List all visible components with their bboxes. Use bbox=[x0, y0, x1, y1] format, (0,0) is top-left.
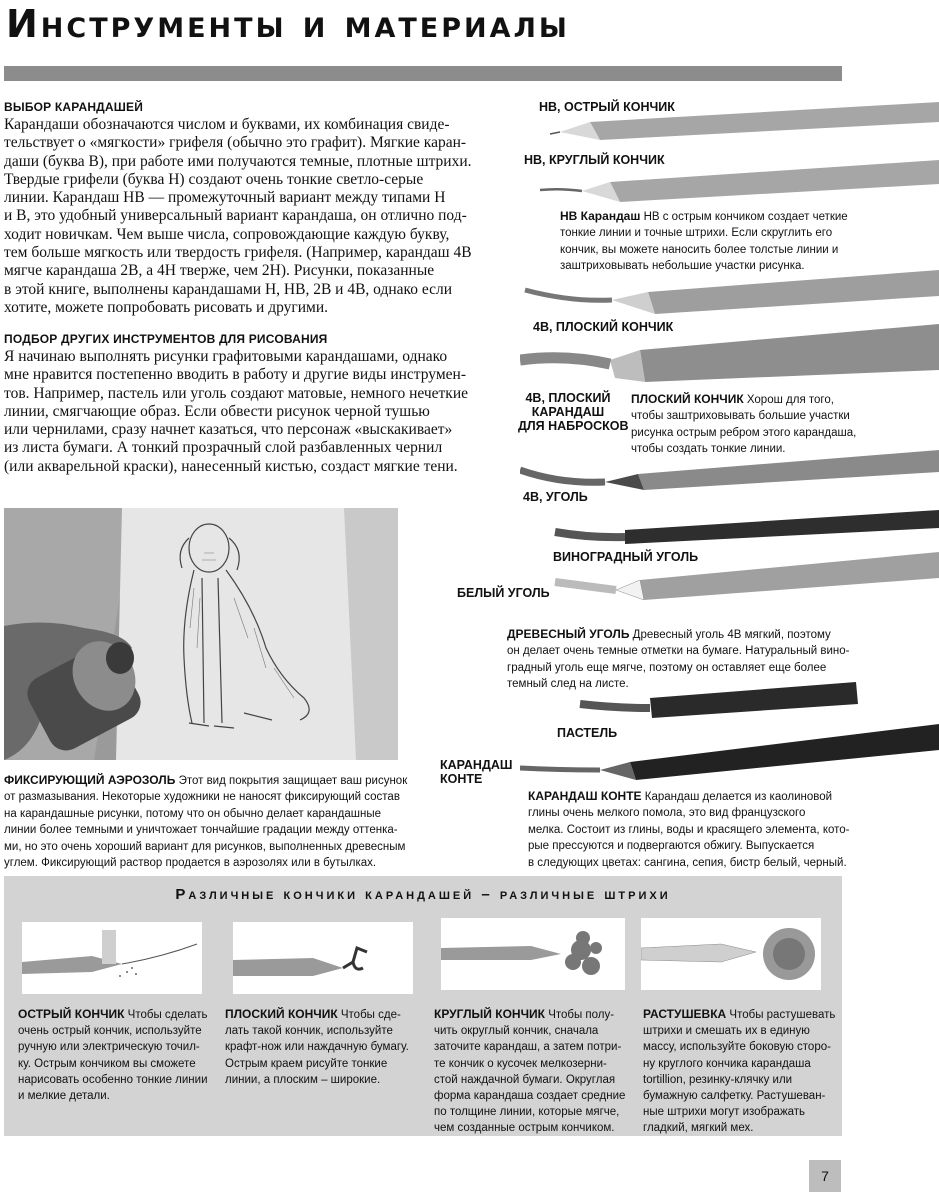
caption-line: на карандашные рисунки, потому что он обычно делает карандашные bbox=[4, 807, 382, 820]
text-line: из листа бумаги. А тонкий прозрачный слой разбавленных чернил bbox=[4, 439, 443, 457]
tip-line: по толщине линии, которые мягче, bbox=[434, 1106, 620, 1119]
tip-line: гладкий, мягкий мех. bbox=[643, 1122, 754, 1135]
tip-line: Чтобы сде- bbox=[340, 1009, 401, 1021]
note-line: в следующих цветах: сангина, сепия, бистр белый, черный. bbox=[528, 856, 847, 869]
tip-line: чем созданные острым кончиком. bbox=[434, 1122, 615, 1135]
note-line: заштриховывать небольшие участки рисунка. bbox=[560, 260, 805, 273]
tip-title: КРУГЛЫЙ КОНЧИК bbox=[434, 1007, 545, 1021]
note-title: ДРЕВЕСНЫЙ УГОЛЬ bbox=[507, 627, 630, 641]
tip-line: штрихи и смешать их в единую bbox=[643, 1025, 810, 1038]
note-line: HB с острым кончиком создает четкие bbox=[643, 211, 848, 223]
tip-line: чить округлый кончик, сначала bbox=[434, 1025, 599, 1038]
tip-line: и мелкие детали. bbox=[18, 1090, 110, 1103]
tip-line: массу, используйте боковую сторо- bbox=[643, 1041, 831, 1054]
tip-line: линии, а плоским – широкие. bbox=[225, 1073, 381, 1086]
wood-charcoal-note bbox=[507, 626, 849, 693]
tip-line: нарисовать особенно тонкие линии bbox=[18, 1073, 208, 1086]
note-line: он делает очень темные отметки на бумаге. Натуральный вино- bbox=[507, 645, 850, 658]
tortillion-icon bbox=[641, 918, 821, 990]
text-line: тельствует о «мягкости» грифеля (обычно это графит). Мягкие каран- bbox=[4, 134, 467, 152]
tip-line: лать такой кончик, используйте bbox=[225, 1025, 393, 1038]
text-line: в этой книге, выполнены карандашами H, HB, 2B и 4B, однако если bbox=[4, 280, 453, 298]
tip-line: Чтобы растушевать bbox=[729, 1009, 836, 1021]
text-line: мягче карандаша 2B, а 4H тверже, чем 2H). Рисунки, показанные bbox=[4, 262, 435, 280]
tip-line: заточите карандаш, а затем потри- bbox=[434, 1041, 622, 1054]
pencil-4b-flat bbox=[525, 270, 939, 314]
note-line: темный след на листе. bbox=[507, 678, 629, 691]
label-pastel: ПАСТЕЛЬ bbox=[557, 726, 618, 740]
note-line: Древесный уголь 4B мягкий, поэтому bbox=[632, 629, 831, 641]
tip-line: ку. Острым кончиком вы сможете bbox=[18, 1057, 196, 1070]
tip-line: бумажную салфетку. Растушеван- bbox=[643, 1090, 826, 1103]
fixative-aerosol-photo bbox=[4, 508, 398, 760]
tip-title: РАСТУШЕВКА bbox=[643, 1007, 727, 1021]
tip-line: очень острый кончик, используйте bbox=[18, 1025, 202, 1038]
label-hb-sharp: HB, ОСТРЫЙ КОНЧИК bbox=[539, 100, 675, 114]
label-conte bbox=[440, 758, 512, 786]
note-line: чтобы создать тонкие линии. bbox=[631, 443, 786, 456]
label-white-charcoal: БЕЛЫЙ УГОЛЬ bbox=[457, 586, 550, 600]
note-title: КАРАНДАШ КОНТЕ bbox=[528, 789, 642, 803]
note-line: чтобы заштриховывать большие участки bbox=[631, 410, 850, 423]
tip-title: ПЛОСКИЙ КОНЧИК bbox=[225, 1007, 338, 1021]
text-line: Твердые грифели (буква H) создают очень тонкие светло-серые bbox=[4, 170, 424, 188]
section-heading-selection: ВЫБОР КАРАНДАШЕЙ bbox=[4, 100, 144, 114]
tip-line: стой наждачной бумаги. Округлая bbox=[434, 1073, 616, 1086]
note-line: кончик, вы можете наносить более толстые линии и bbox=[560, 243, 839, 256]
tip-blend bbox=[643, 1006, 835, 1137]
flat-tip-icon bbox=[233, 922, 413, 994]
note-line: тонкие линии и точные штрихи. Если скруглить его bbox=[560, 227, 833, 240]
tip-image-round bbox=[441, 918, 625, 990]
label-line: КАРАНДАШ bbox=[440, 758, 513, 772]
note-line: глины очень мелкого помола, это вид французского bbox=[528, 807, 806, 820]
tip-line: ручную или электрическую точил- bbox=[18, 1041, 200, 1054]
other-tools-paragraph bbox=[4, 348, 468, 476]
caption-line: от размазывания. Некоторые художники не наносят фиксирующий состав bbox=[4, 791, 400, 804]
note-line: рисунка острым ребром этого карандаша, bbox=[631, 426, 857, 439]
selection-paragraph bbox=[4, 116, 472, 317]
note-title: HB Карандаш bbox=[560, 209, 641, 223]
note-line: градный уголь еще мягче, поэтому он оставляет еще более bbox=[507, 661, 827, 674]
tip-image-sharp bbox=[22, 922, 202, 994]
text-line: ходит новичкам. Чем выше числа, сопровождающие каждую букву, bbox=[4, 225, 450, 243]
tip-line: форма карандаша создает средние bbox=[434, 1090, 626, 1103]
label-line: 4B, ПЛОСКИЙ bbox=[525, 391, 611, 405]
caption-line: ми, но это очень хороший вариант для рисунков, выполненных древесным bbox=[4, 840, 406, 853]
label-line: ДЛЯ НАБРОСКОВ bbox=[518, 419, 629, 433]
flat-note bbox=[631, 391, 856, 458]
tip-line: tortillion, резинку-клячку или bbox=[643, 1073, 793, 1086]
tip-flat bbox=[225, 1006, 409, 1088]
caption-title: ФИКСИРУЮЩИЙ АЭРОЗОЛЬ bbox=[4, 773, 176, 787]
tip-line: Чтобы сделать bbox=[127, 1009, 208, 1021]
tip-title: ОСТРЫЙ КОНЧИК bbox=[18, 1007, 125, 1021]
page-title: Инструменты и материалы bbox=[6, 2, 570, 46]
page-number: 7 bbox=[809, 1160, 841, 1192]
tip-image-blend bbox=[641, 918, 821, 990]
tip-sharp bbox=[18, 1006, 208, 1104]
tip-image-flat bbox=[233, 922, 413, 994]
caption-line: углем. Фиксирующий раствор продается в аэрозолях или в бутылках. bbox=[4, 857, 377, 870]
hb-note bbox=[560, 208, 848, 275]
label-4b-charcoal: 4B, УГОЛЬ bbox=[523, 490, 588, 504]
note-line: рые прессуются и подвергаются обжигу. Выпускается bbox=[528, 840, 815, 853]
text-line: (или акварельной краски), нанесенный кистью, создаст мягкие тени. bbox=[4, 457, 458, 475]
tip-round bbox=[434, 1006, 625, 1137]
sharp-tip-icon bbox=[22, 922, 202, 994]
text-line: хотите, можете попробовать рисовать и другими. bbox=[4, 298, 329, 316]
stick-vine-charcoal bbox=[555, 510, 939, 544]
text-line: даши (буква B), при работе ими получаются темные, плотные штрихи. bbox=[4, 152, 472, 170]
text-line: линии, смягчающие образ. Если обвести рисунок черной тушью bbox=[4, 402, 430, 420]
note-line: Карандаш делается из каолиновой bbox=[644, 791, 833, 803]
tip-line: Чтобы полу- bbox=[548, 1009, 615, 1021]
tip-line: ну круглого кончика карандаша bbox=[643, 1057, 811, 1070]
caption-line: Этот вид покрытия защищает ваш рисунок bbox=[178, 775, 408, 787]
label-line: КАРАНДАШ bbox=[531, 405, 605, 419]
text-line: или чернилами, сразу начнет казаться, что персонаж «выскакивает» bbox=[4, 421, 453, 439]
text-line: тем больше мягкость или твердость грифеля. (Например, карандаш 4B bbox=[4, 244, 472, 262]
note-line: мелка. Состоит из глины, воды и красящего элемента, кото- bbox=[528, 823, 850, 836]
text-line: тов. Например, пастель или уголь создают матовые, немного нечеткие bbox=[4, 384, 469, 402]
aerosol-caption bbox=[4, 772, 407, 871]
text-line: линии. Карандаш HB — промежуточный вариант между типами H bbox=[4, 189, 446, 207]
aerosol-illustration bbox=[4, 508, 398, 760]
title-divider bbox=[4, 66, 842, 81]
conte-note bbox=[528, 788, 849, 871]
note-line: Хорош для того, bbox=[746, 394, 834, 406]
tip-line: те кончик о кусочек мелкозерни- bbox=[434, 1057, 607, 1070]
label-vine-charcoal: ВИНОГРАДНЫЙ УГОЛЬ bbox=[553, 550, 699, 564]
label-4b-flat: 4B, ПЛОСКИЙ КОНЧИК bbox=[533, 320, 674, 334]
round-tip-icon bbox=[441, 918, 625, 990]
label-4b-sketch bbox=[518, 391, 629, 433]
text-line: мне нравится постепенно вводить в работу и другие виды инструмен- bbox=[4, 366, 466, 384]
section-heading-other-tools: ПОДБОР ДРУГИХ ИНСТРУМЕНТОВ ДЛЯ РИСОВАНИЯ bbox=[4, 332, 328, 346]
tips-title: Различные кончики карандашей – различные штрихи bbox=[175, 886, 671, 903]
tip-line: Острым краем рисуйте тонкие bbox=[225, 1057, 388, 1070]
text-line: Я начинаю выполнять рисунки графитовыми карандашами, однако bbox=[4, 348, 448, 365]
text-line: и B, это удобный универсальный вариант карандаша, он отлично под- bbox=[4, 207, 467, 225]
tip-line: ные штрихи могут изображать bbox=[643, 1106, 806, 1119]
label-line: КОНТЕ bbox=[440, 772, 483, 786]
caption-line: линии более темными и уничтожает тончайшие градации между оттенка- bbox=[4, 824, 398, 837]
tip-line: крафт-нож или наждачную бумагу. bbox=[225, 1041, 409, 1054]
note-title: ПЛОСКИЙ КОНЧИК bbox=[631, 392, 744, 406]
label-hb-round: HB, КРУГЛЫЙ КОНЧИК bbox=[524, 153, 665, 167]
text-line: Карандаши обозначаются числом и буквами, их комбинация свиде- bbox=[4, 116, 450, 133]
